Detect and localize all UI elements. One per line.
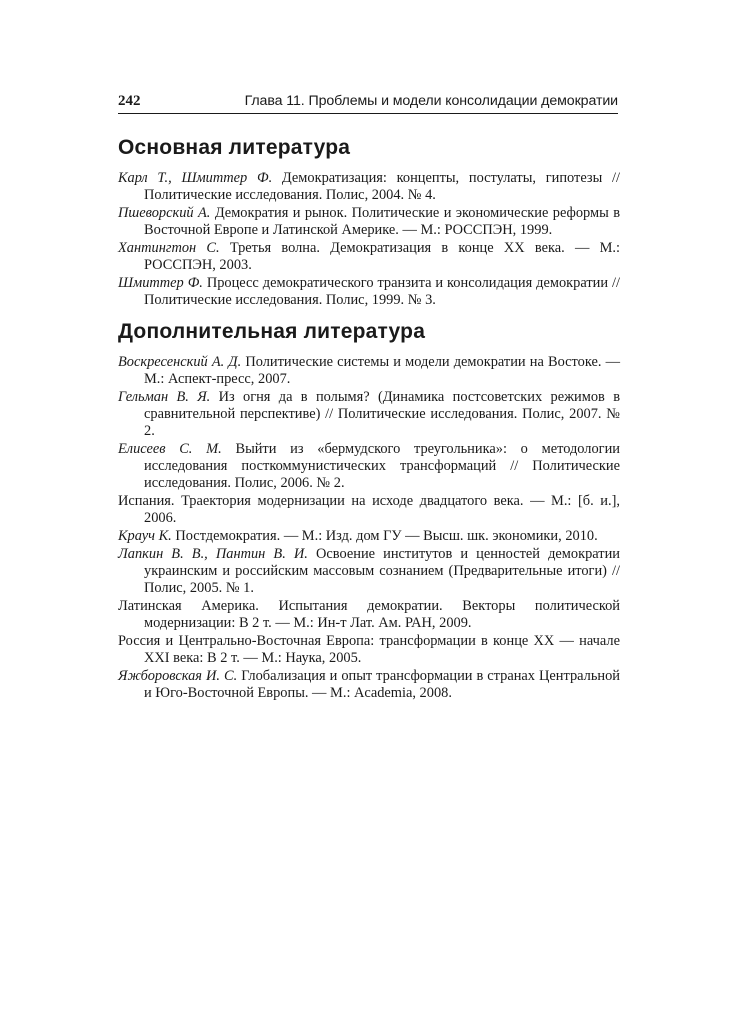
reference-text: Глобализация и опыт трансформации в странах Центральной и Юго-Восточной Европы. — М.: Academia, 2008. — [144, 667, 621, 701]
reference-text: Демократия и рынок. Политические и экономические реформы в Восточной Европе и Латинской Америке. — М.: РОССПЭН, 1999. — [144, 204, 620, 239]
main-literature-section — [118, 136, 620, 310]
reference-item — [118, 389, 620, 441]
reference-text: Выйти из «бермудского треугольника»: о методологии исследования посткоммунистических трансформаций // Политические исследования. Полис, 2006. № 2. — [144, 441, 620, 492]
reference-author: Карл Т., Шмиттер Ф. — [118, 170, 273, 186]
reference-item — [118, 598, 620, 632]
reference-item — [118, 633, 620, 667]
reference-author: Пшеворский А. — [118, 204, 211, 221]
running-header — [118, 93, 618, 114]
section-heading: Дополнительная литература — [118, 320, 426, 343]
reference-author: Елисеев С. М. — [118, 441, 222, 458]
reference-text: Демократизация: концепты, постулаты, гипотезы // Политические исследования. Полис, 2004. № 4. — [144, 170, 620, 204]
reference-text: Россия и Центрально-Восточная Европа: трансформации в конце XX — начале XXI века: В 2 т. — М.: Наука, 2005. — [118, 632, 620, 666]
reference-item — [118, 528, 620, 545]
reference-item — [118, 668, 620, 702]
reference-item — [118, 170, 620, 204]
reference-author: Шмиттер Ф. — [118, 274, 203, 291]
reference-author: Лапкин В. В., Пантин В. И. — [118, 545, 308, 562]
chapter-title: Глава 11. Проблемы и модели консолидации демократии — [244, 93, 618, 109]
reference-text: Процесс демократического транзита и консолидация демократии // Политические исследования. Полис, 1999. № 3. — [144, 274, 620, 308]
reference-item — [118, 354, 620, 388]
reference-list — [118, 170, 620, 309]
reference-text: Испания. Траектория модернизации на исходе двадцатого века. — М.: [б. и.], 2006. — [118, 493, 620, 527]
reference-text: Освоение институтов и ценностей демократии украинским и российским массовым сознанием (Предварительные итоги) // Полис, 2005. № 1. — [144, 545, 620, 597]
reference-text: Из огня да в полымя? (Динамика постсоветских режимов в сравнительной перспективе) // Политические исследования. Полис, 2007. № 2. — [144, 388, 620, 440]
reference-author: Гельман В. Я. — [118, 388, 211, 405]
reference-item — [118, 275, 620, 309]
reference-text: Постдемократия. — М.: Изд. дом ГУ — Высш. шк. экономики, 2010. — [171, 528, 598, 545]
reference-item — [118, 546, 620, 598]
reference-item — [118, 441, 620, 493]
reference-author: Хантингтон С. — [118, 239, 220, 256]
reference-author: Воскресенский А. Д. — [118, 354, 242, 370]
additional-literature-section — [118, 320, 620, 703]
reference-item — [118, 205, 620, 239]
reference-text: Третья волна. Демократизация в конце XX века. — М.: РОССПЭН, 2003. — [144, 239, 620, 274]
reference-text: Политические системы и модели демократии на Востоке. — М.: Аспект-пресс, 2007. — [144, 354, 620, 388]
page-number: 242 — [118, 93, 141, 109]
reference-author: Яжборовская И. С. — [118, 667, 238, 684]
reference-item — [118, 240, 620, 274]
reference-list — [118, 354, 620, 702]
reference-item — [118, 493, 620, 527]
reference-text: Латинская Америка. Испытания демократии. Векторы политической модернизации: В 2 т. — М.: Ин-т Лат. Ам. РАН, 2009. — [118, 597, 620, 632]
reference-author: Крауч К. — [118, 528, 172, 545]
section-heading: Основная литература — [118, 136, 351, 159]
